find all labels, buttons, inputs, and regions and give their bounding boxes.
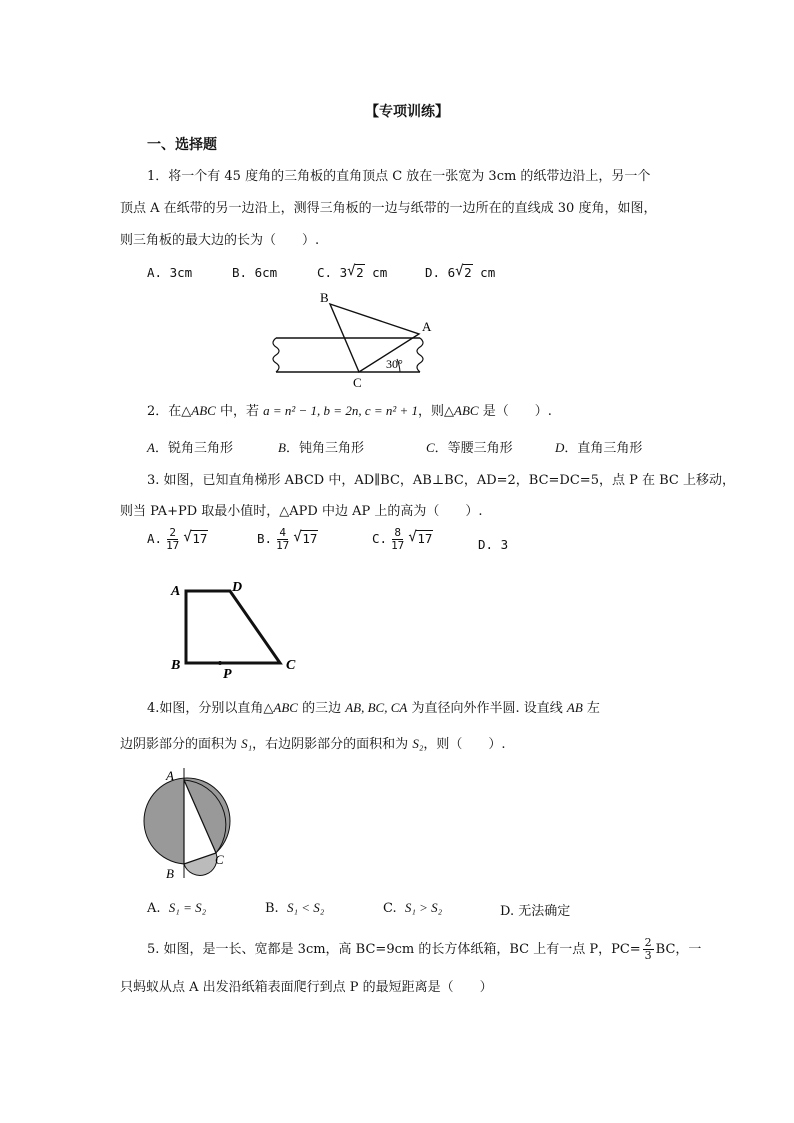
sqrt-symbol	[408, 531, 433, 546]
section-heading: 一、选择题	[147, 137, 217, 153]
q4-line1-mid: 的三边	[297, 701, 346, 716]
q2-option-c	[426, 437, 513, 456]
fraction	[164, 527, 181, 552]
q4-option-c	[383, 900, 442, 916]
angle-label: 30°	[386, 357, 403, 371]
vertex-label-B: B	[166, 866, 174, 881]
q3-figure	[168, 575, 308, 681]
q1-option-b: B. 6cm	[232, 265, 278, 280]
q1-option-c-radicand: 2	[356, 265, 364, 280]
q3-option-d: D. 3	[478, 537, 509, 552]
vertex-label-D: D	[232, 580, 243, 595]
point-label-P: P	[223, 667, 232, 682]
q2-stem-pre: 2．在△	[147, 404, 192, 419]
q1-line2: 顶点 A 在纸带的另一边沿上，测得三角板的一边与纸带的一边所在的直线成 30 度角，如图，	[120, 201, 657, 216]
option-letter: B	[278, 440, 286, 455]
vertex-label-C: C	[353, 375, 362, 390]
denominator: 17	[166, 539, 180, 552]
q3-option-b	[257, 527, 318, 552]
sqrt-symbol	[293, 531, 318, 546]
numerator: 2	[169, 526, 176, 539]
q1-line3: 则三角板的最大边的长为（ ）.	[120, 233, 320, 248]
q2-stem-mid: 中，若	[215, 404, 264, 419]
q1-option-d	[425, 265, 495, 280]
triangle-name: ABC	[454, 403, 479, 418]
q4-line2	[120, 733, 505, 752]
vertex-label-A: A	[166, 768, 174, 783]
q3-line1: 3. 如图，已知直角梯形 ABCD 中，AD∥BC，AB⊥BC，AD=2，BC=DC=5，点 P 在 BC 上移动，	[147, 473, 735, 488]
denominator: 17	[391, 539, 405, 552]
triangle-name: ABC	[273, 700, 298, 715]
option-letter: A	[147, 440, 155, 455]
denominator: 17	[276, 539, 290, 552]
numerator: 2	[644, 936, 652, 949]
q4-line1-mid2: 为直径向外作半圆. 设直线	[407, 701, 567, 716]
q2-option-d	[555, 437, 642, 456]
q2-stem-post: 是（ ）.	[478, 404, 552, 419]
q4-option-d: D. 无法确定	[500, 904, 571, 919]
vertex-label-C: C	[286, 658, 296, 673]
q4-option-a	[147, 900, 206, 916]
q1-option-c-coef: C. 3	[317, 265, 348, 280]
vertex-label-A: A	[171, 584, 181, 599]
option-letter: C.	[372, 531, 388, 546]
line-name: AB	[566, 700, 583, 715]
option-letter: A.	[147, 531, 163, 546]
fraction	[643, 937, 654, 962]
radicand: 17	[417, 531, 433, 546]
sqrt-symbol	[347, 265, 365, 280]
q5-line2: 只蚂蚁从点 A 出发沿纸箱表面爬行到点 P 的最短距离是（ ）	[120, 980, 493, 995]
option-text: ．锐角三角形	[154, 441, 233, 456]
paper-strip-right-tear	[417, 338, 423, 372]
q2-formula: a = n² − 1, b = 2n, c = n² + 1	[263, 403, 419, 418]
denominator: 3	[644, 949, 652, 962]
q4-line1	[147, 697, 600, 716]
option-text: ．钝角三角形	[285, 441, 364, 456]
q1-figure	[268, 286, 438, 390]
q3-line2: 则当 PA+PD 取最小值时，△APD 中边 AP 上的高为（ ）.	[120, 504, 483, 519]
q1-option-d-unit: cm	[472, 265, 496, 280]
numerator: 4	[279, 526, 286, 539]
q1-option-c-unit: cm	[364, 265, 388, 280]
trapezoid-ABCD	[186, 591, 280, 663]
q5-line1	[147, 937, 701, 962]
vertex-label-B: B	[320, 290, 329, 305]
q2-option-b	[278, 437, 364, 456]
q3-option-a	[147, 527, 208, 552]
q2-stem	[147, 400, 552, 419]
area-s2: S₂	[412, 736, 424, 751]
paper-strip-left-tear	[273, 338, 279, 372]
vertex-label-C: C	[215, 852, 224, 867]
option-expr: S₁ = S₂	[168, 900, 207, 915]
option-letter: C	[426, 440, 435, 455]
q3-option-c	[372, 527, 433, 552]
q4-option-b	[265, 900, 324, 916]
sqrt-symbol	[183, 531, 208, 546]
option-text: ．直角三角形	[564, 441, 643, 456]
triangle-sides: AB, BC, CA	[345, 700, 408, 715]
numerator: 8	[394, 526, 401, 539]
option-expr: S₁ < S₂	[286, 900, 325, 915]
radicand: 17	[192, 531, 208, 546]
q4-line1-post: 左	[582, 701, 600, 716]
option-letter: B.	[265, 901, 279, 916]
q1-option-d-radicand: 2	[464, 265, 472, 280]
q4-line1-pre: 4.如图，分别以直角△	[147, 701, 274, 716]
sqrt-symbol	[455, 265, 473, 280]
q5-line1-pre: 5. 如图，是一长、宽都是 3cm，高 BC=9cm 的长方体纸箱，BC 上有一点 P，PC=	[147, 942, 641, 957]
option-letter: B.	[257, 531, 273, 546]
q1-line1: 1．将一个有 45 度角的三角板的直角顶点 C 放在一张宽为 3cm 的纸带边沿上，另一个	[147, 169, 651, 184]
page-title: 【专项训练】	[365, 104, 449, 120]
area-s1: S₁	[241, 736, 253, 751]
vertex-label-A: A	[422, 319, 432, 334]
option-letter: A.	[147, 901, 161, 916]
fraction	[274, 527, 291, 552]
option-text: ．等腰三角形	[434, 441, 513, 456]
option-letter: C.	[383, 901, 397, 916]
triangle-name: ABC	[191, 403, 216, 418]
q1-option-c	[317, 265, 387, 280]
q1-option-a: A. 3cm	[147, 265, 193, 280]
q1-option-d-coef: D. 6	[425, 265, 456, 280]
radicand: 17	[302, 531, 318, 546]
vertex-label-B: B	[171, 658, 181, 673]
q5-line1-post: BC，一	[655, 942, 702, 957]
option-letter: D	[555, 440, 565, 455]
fraction	[389, 527, 406, 552]
q4-figure	[140, 766, 250, 884]
point-P	[218, 661, 222, 665]
q4-line2-pre: 边阴影部分的面积为	[120, 737, 242, 752]
q4-line2-mid: ，右边阴影部分的面积和为	[252, 737, 413, 752]
q2-stem-mid2: ，则△	[418, 404, 455, 419]
q4-line2-post: ，则（ ）.	[423, 737, 506, 752]
q2-option-a	[147, 437, 233, 456]
option-expr: S₁ > S₂	[404, 900, 443, 915]
